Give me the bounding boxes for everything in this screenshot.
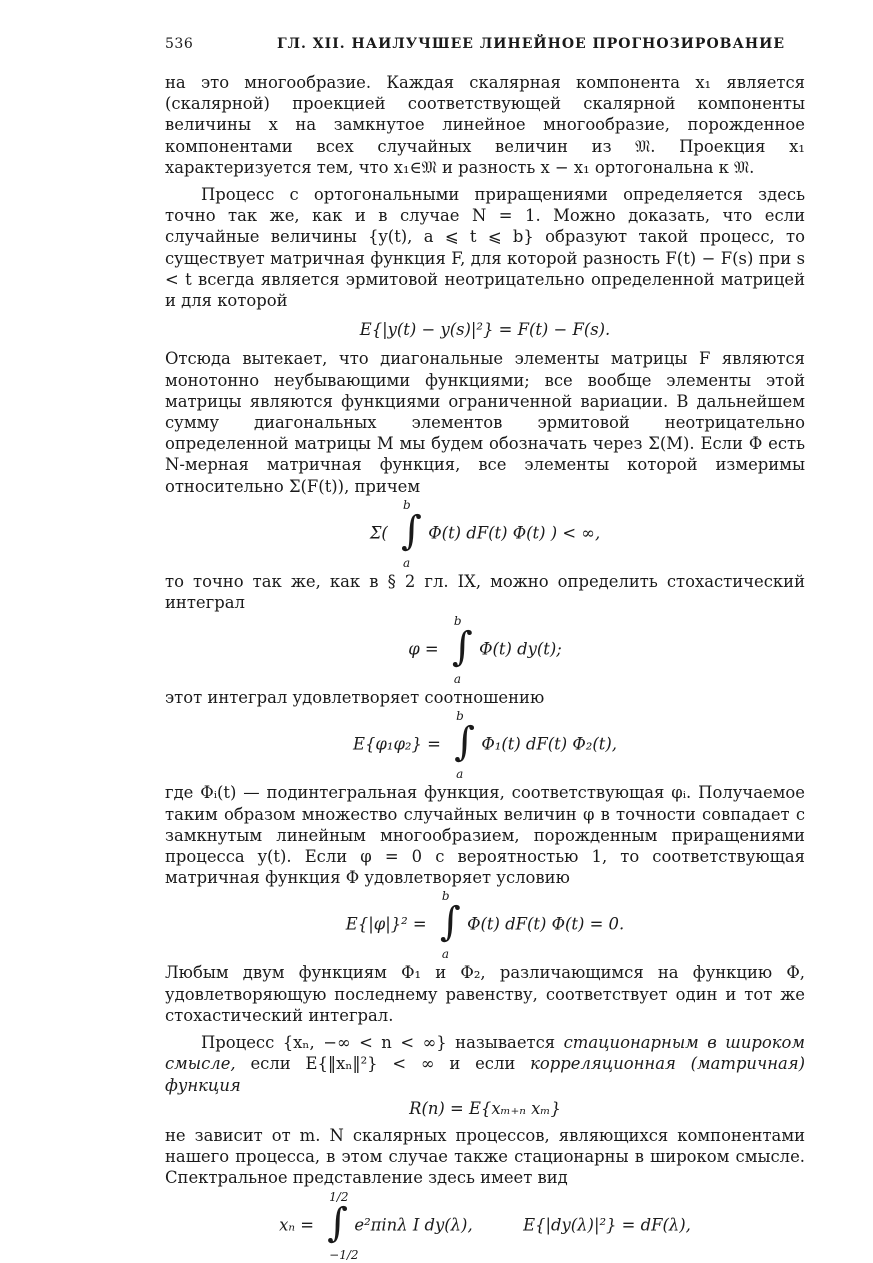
text-run: если E{‖xₙ‖²} < ∞ и если (250, 1054, 516, 1074)
formula-text: Φ(t) dF(t) Φ(t) = 0. (467, 914, 625, 934)
formula-text: E{|dy(λ)|²} = dF(λ), (523, 1215, 691, 1235)
formula-text: φ = (408, 639, 439, 659)
text-run: Процесс {xₙ, −∞ < n < ∞} называется (201, 1033, 556, 1053)
lower-limit: a (453, 672, 462, 687)
italic-term: корреляционная (матричная) функция (165, 1054, 806, 1095)
page-number: 536 (165, 36, 194, 52)
running-title: ГЛ. XII. НАИЛУЧШЕЕ ЛИНЕЙНОЕ ПРОГНОЗИРОВАНИЕ (277, 36, 785, 52)
paragraph: Процесс с ортогональными приращениями определяется здесь точно так же, как и в случае N = 1. Можно доказать, что если случайные величины {y(t), a ⩽ t ⩽ b} образуют такой процесс, то существует матричная функция F, для которой разность F(t) − F(s) при s < t всегда является эрмитовой неотрицательно определенной матрицей и для которой (165, 185, 805, 311)
formula-text: E{φ₁φ₂} = (353, 734, 441, 754)
formula-text: E{|φ|}² = (345, 914, 427, 934)
formula-text: e²πinλ I dy(λ), (354, 1215, 473, 1235)
paragraph (165, 1032, 805, 1096)
formula-text: E{|y(t) − y(s)|²} = F(t) − F(s). (359, 320, 611, 340)
upper-limit: 1/2 (329, 1189, 349, 1204)
lower-limit: a (441, 947, 450, 962)
lower-limit: a (456, 767, 464, 782)
upper-limit: b (456, 709, 464, 724)
italic-term: стационарным в широком смысле, (165, 1033, 805, 1074)
formula (165, 319, 805, 340)
integral-sign: ∫ b a (451, 614, 473, 687)
integral-sign: ∫ b a (401, 497, 422, 570)
upper-limit: b (453, 614, 462, 629)
integral-sign: ∫ b a (454, 709, 475, 782)
formula (165, 1098, 805, 1119)
formula (165, 497, 805, 570)
integral-sign: ∫ 1/2 −1/2 (327, 1189, 359, 1262)
formula-text: Φ₁(t) dF(t) Φ₂(t), (481, 734, 617, 754)
upper-limit: b (441, 889, 450, 904)
integral-sign: ∫ b a (439, 889, 461, 962)
paragraph: Отсюда вытекает, что диагональные элементы матрицы F являются монотонно неубывающими функциями; все вообще элементы этой матрицы являются функциями ограниченной вариации. В дальнейшем сумму диагональных элементов эрмитовой неотрицательно определенной матрицы M мы будем обозначать через Σ(M). Если Φ есть N-мерная матричная функция, все элементы которой измеримы относительно Σ(F(t)), причем (165, 349, 805, 496)
lower-limit: −1/2 (329, 1247, 359, 1262)
formula-text: ) < ∞, (550, 523, 601, 543)
formula (165, 1189, 805, 1262)
formula-text: Φ(t) dy(t); (479, 639, 562, 659)
paragraph: то точно так же, как в § 2 гл. IX, можно определить стохастический интеграл (165, 571, 805, 613)
formula-text: R(n) = E{xₘ₊ₙ xₘ} (409, 1098, 561, 1118)
paragraph: на это многообразие. Каждая скалярная компонента x₁ является (скалярной) проекцией соответствующей скалярной компоненты величины x на замкнутое линейное многообразие, порожденное компонентами всех случайных величин из 𝔐. Проекция x₁ характеризуется тем, что x₁∈𝔐 и разность x − x₁ ортогональна к 𝔐. (165, 73, 805, 177)
running-header (165, 36, 805, 56)
formula-text: Σ( (369, 523, 388, 543)
formula (165, 889, 805, 962)
paragraph: этот интеграл удовлетворяет соотношению (165, 688, 545, 708)
paragraph: где Φᵢ(t) — подинтегральная функция, соответствующая φᵢ. Получаемое таким образом множество случайных величин φ в точности совпадает с замкнутым линейным многообразием, порожденным приращениями процесса y(t). Если φ = 0 с вероятностью 1, то соответствующая матричная функция Φ удовлетворяет условию (165, 783, 805, 888)
paragraph: не зависит от m. N скалярных процессов, являющихся компонентами нашего процесса, в этом случае также стационарны в широком смысле. Спектральное представление здесь имеет вид (165, 1125, 805, 1188)
formula-text: xₙ = (279, 1215, 314, 1235)
formula-text: Φ(t) dF(t) Φ(t) (428, 523, 546, 543)
page-body (165, 72, 805, 1263)
upper-limit: b (403, 497, 411, 512)
formula (165, 709, 805, 782)
paragraph: Любым двум функциям Φ₁ и Φ₂, различающимся на функцию Φ, удовлетворяющую последнему равенству, соответствует один и тот же стохастический интеграл. (165, 963, 805, 1025)
lower-limit: a (403, 555, 411, 570)
formula (165, 614, 805, 687)
